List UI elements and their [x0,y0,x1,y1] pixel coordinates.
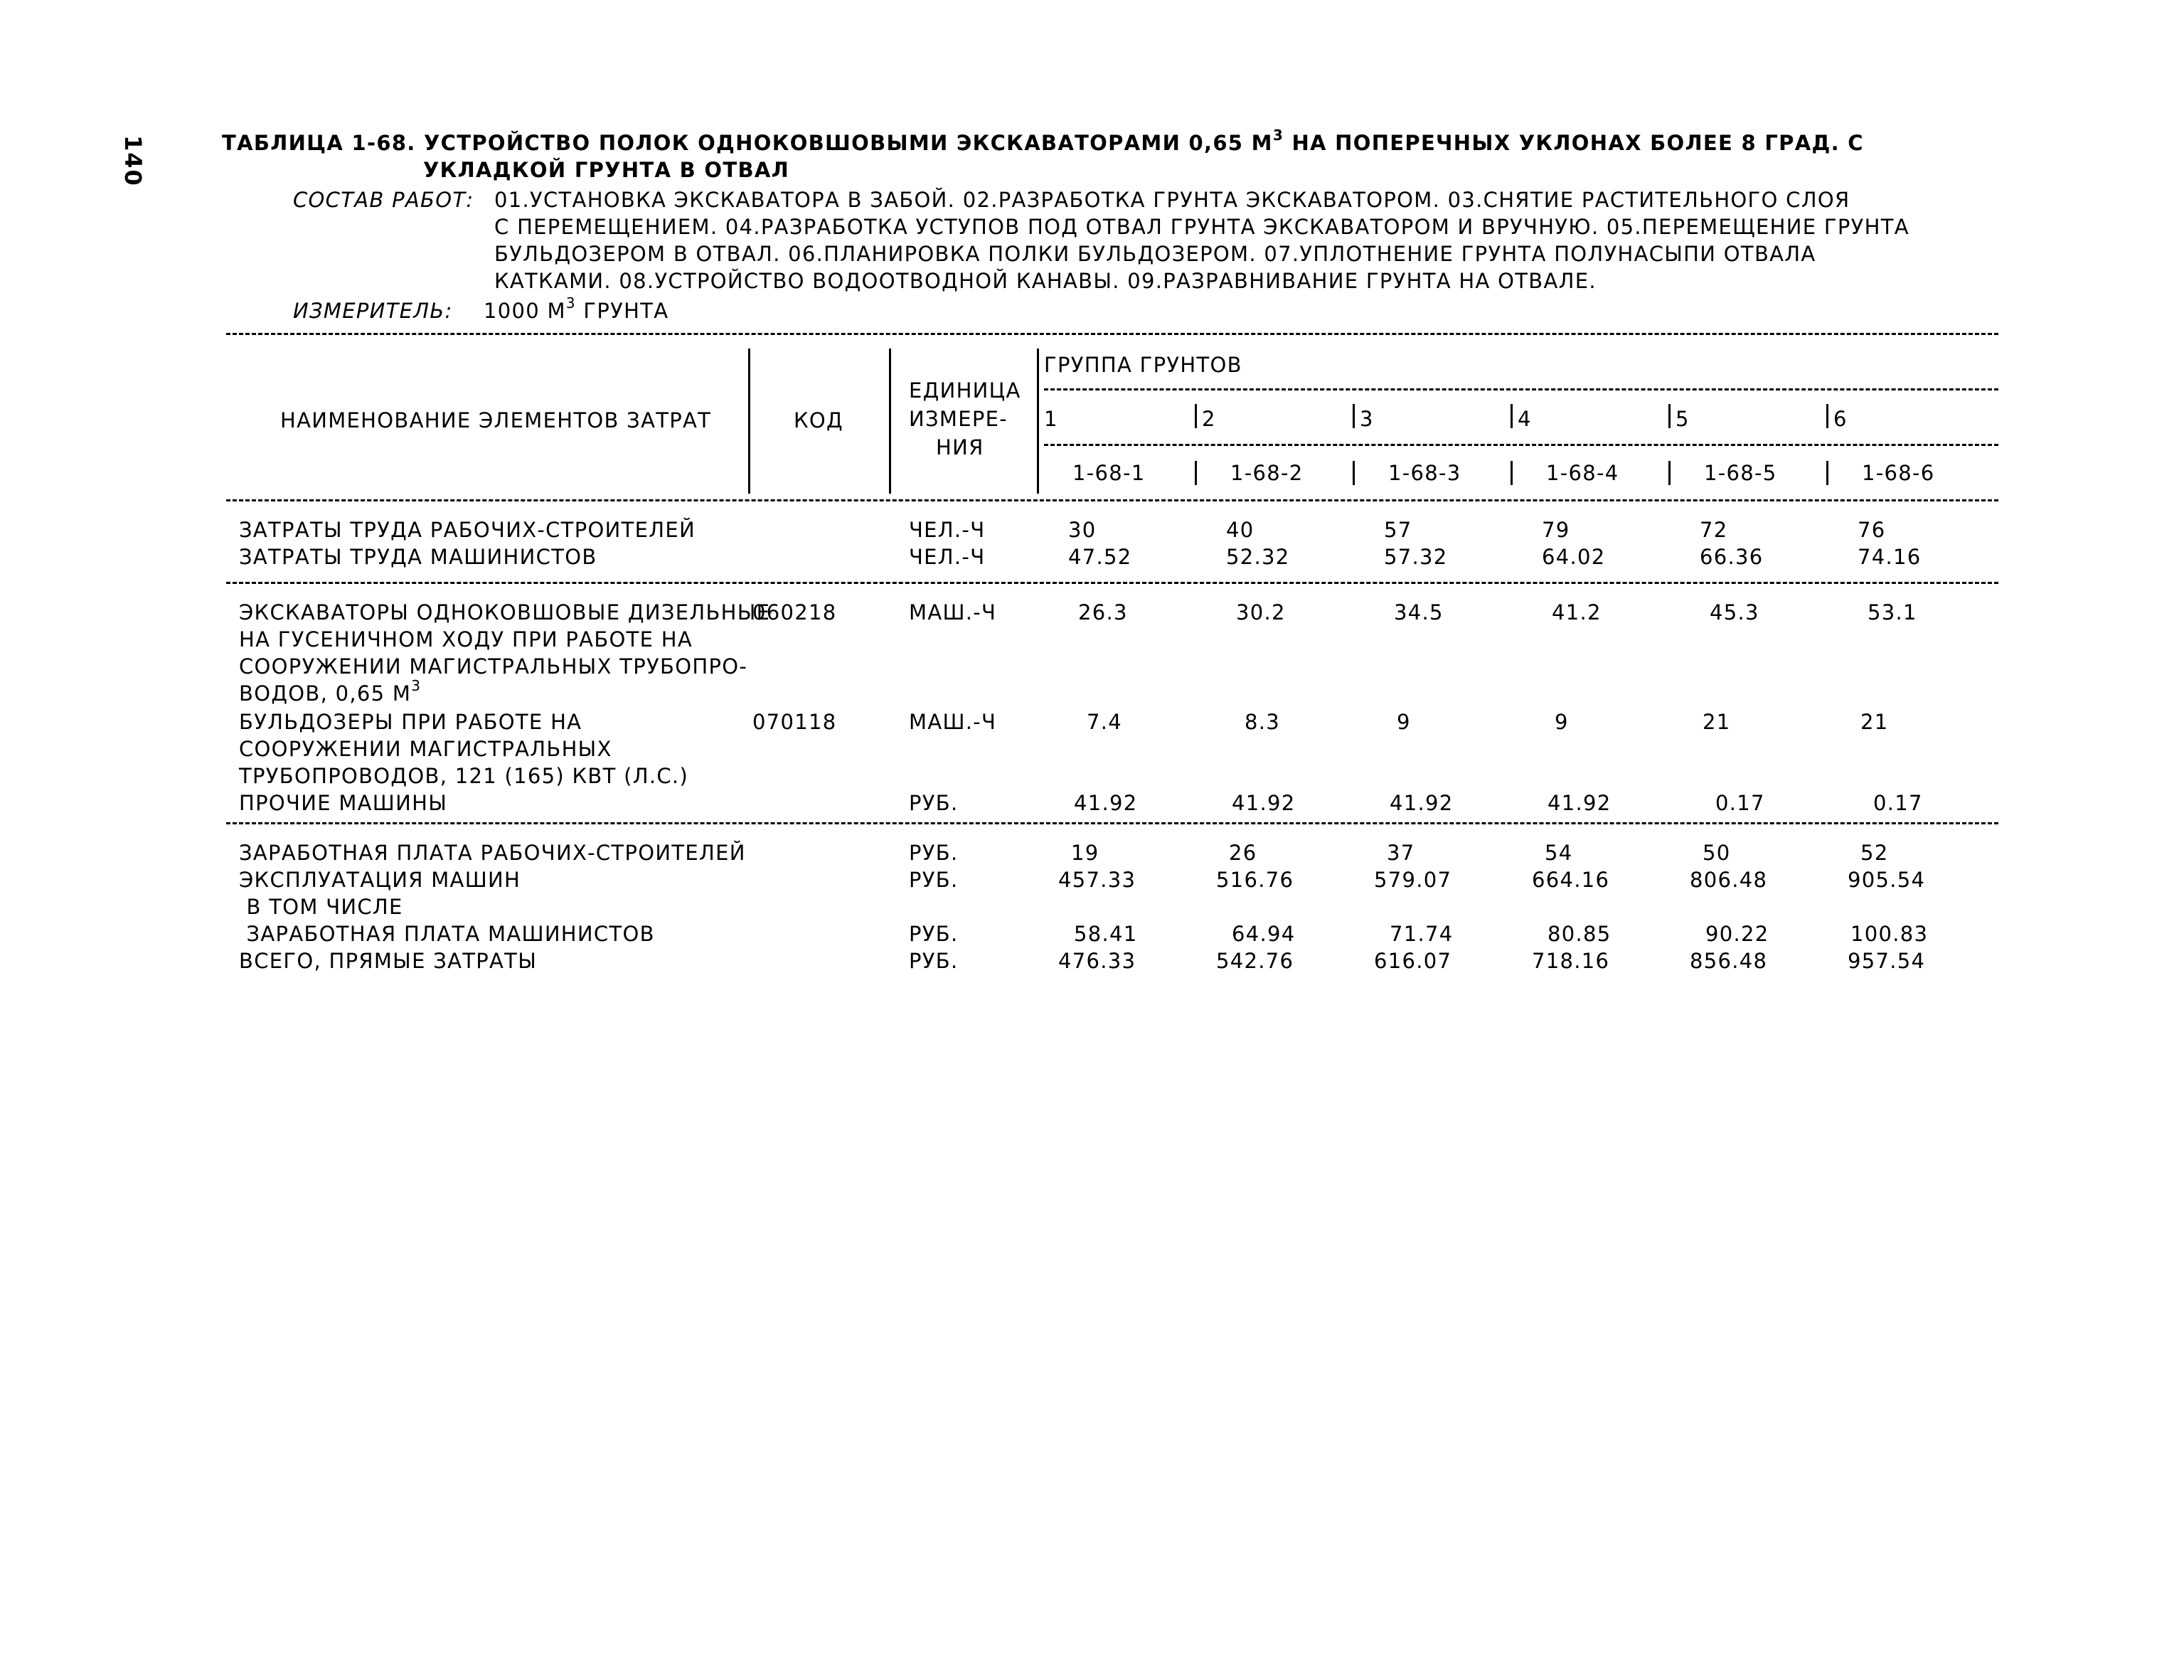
row-value: 41.2 [1552,600,1602,624]
row-name: ВОДОВ, 0,65 $М^3$ [239,677,422,706]
header-divider [1195,461,1197,485]
row-value: 54 [1545,841,1573,865]
row-name: В ТОМ ЧИСЛЕ [239,895,403,919]
row-value: 21 [1860,710,1889,734]
row-unit: ЧЕЛ.-Ч [909,545,986,569]
row-value: 806.48 [1690,868,1768,892]
row-value: 9 [1555,710,1569,734]
row-value: 26.3 [1078,600,1128,624]
header-divider [889,349,891,494]
row-value: 100.83 [1850,922,1929,946]
row-code: 070118 [752,710,837,734]
row-value: 41.92 [1232,791,1296,815]
row-value: 718.16 [1532,949,1610,973]
row-unit: РУБ. [909,949,959,973]
row-value: 616.07 [1374,949,1452,973]
row-value: 64.02 [1542,545,1606,569]
norm-code: 1-68-2 [1230,461,1304,485]
row-unit: РУБ. [909,791,959,815]
row-name: НА ГУСЕНИЧНОМ ХОДУ ПРИ РАБОТЕ НА [239,627,693,652]
row-value: 7.4 [1087,710,1123,734]
row-value: 40 [1226,518,1255,542]
group-number: 1 [1044,407,1058,431]
header-divider [1195,404,1197,428]
row-value: 457.33 [1058,868,1136,892]
row-name: СООРУЖЕНИИ МАГИСТРАЛЬНЫХ [239,737,612,761]
row-value: 957.54 [1848,949,1926,973]
header-group: ГРУППА ГРУНТОВ [1044,353,1242,377]
page-number: 140 [119,135,147,187]
row-code: 060218 [752,600,837,624]
row-value: 52.32 [1226,545,1290,569]
row-value: 516.76 [1216,868,1294,892]
header-divider [1826,461,1828,485]
row-value: 19 [1071,841,1099,865]
header-code: КОД [794,408,843,432]
row-value: 37 [1387,841,1415,865]
row-value: 0.17 [1873,791,1923,815]
rule-machines-bottom [226,822,1998,824]
row-name: ЗАТРАТЫ ТРУДА МАШИНИСТОВ [239,545,597,569]
header-unit-line: ИЗМЕРЕ- [909,407,1008,431]
row-name: ЗАРАБОТНАЯ ПЛАТА РАБОЧИХ-СТРОИТЕЛЕЙ [239,841,746,865]
row-name: ВСЕГО, ПРЯМЫЕ ЗАТРАТЫ [239,949,538,973]
row-value: 8.3 [1245,710,1281,734]
header-unit-line: ЕДИНИЦА [909,378,1021,403]
header-divider [1826,404,1828,428]
row-value: 41.92 [1074,791,1138,815]
row-value: 79 [1542,518,1570,542]
row-value: 47.52 [1068,545,1132,569]
row-name: ТРУБОПРОВОДОВ, 121 (165) КВТ (Л.С.) [239,764,689,788]
table-title-line1: ТАБЛИЦА 1-68. УСТРОЙСТВО ПОЛОК ОДНОКОВШОВЫМИ ЭКСКАВАТОРАМИ 0,65 $М^3$ НА ПОПЕРЕЧНЫХ УКЛОНАХ БОЛЕЕ 8 ГРАД. С [222,127,1864,155]
row-value: 90.22 [1705,922,1769,946]
header-divider [748,349,750,494]
row-value: 58.41 [1074,922,1138,946]
row-value: 76 [1858,518,1886,542]
row-value: 41.92 [1548,791,1612,815]
header-name: НАИМЕНОВАНИЕ ЭЛЕМЕНТОВ ЗАТРАТ [280,408,712,432]
group-number: 2 [1202,407,1216,431]
norm-code: 1-68-6 [1862,461,1935,485]
work-composition-label: СОСТАВ РАБОТ: [293,188,474,212]
group-number: 5 [1676,407,1690,431]
row-value: 80.85 [1548,922,1612,946]
row-unit: МАШ.-Ч [909,600,997,624]
table-title-line2: УКЛАДКОЙ ГРУНТА В ОТВАЛ [423,158,789,182]
row-name: ЭКСПЛУАТАЦИЯ МАШИН [239,868,521,892]
row-value: 50 [1703,841,1731,865]
header-divider [1668,461,1671,485]
header-divider [1353,404,1355,428]
row-value: 664.16 [1532,868,1610,892]
row-name: ЭКСКАВАТОРЫ ОДНОКОВШОВЫЕ ДИЗЕЛЬНЫЕ [239,600,771,624]
header-divider [1511,461,1513,485]
group-number: 3 [1360,407,1374,431]
row-name: БУЛЬДОЗЕРЫ ПРИ РАБОТЕ НА [239,710,582,734]
norm-code: 1-68-1 [1072,461,1146,485]
work-composition-line: БУЛЬДОЗЕРОМ В ОТВАЛ. 06.ПЛАНИРОВКА ПОЛКИ БУЛЬДОЗЕРОМ. 07.УПЛОТНЕНИЕ ГРУНТА ПОЛУНАСЫПИ ОТВАЛА [494,242,1816,266]
row-name: ЗАТРАТЫ ТРУДА РАБОЧИХ-СТРОИТЕЛЕЙ [239,518,696,542]
row-value: 21 [1703,710,1731,734]
row-value: 30 [1068,518,1097,542]
row-unit: РУБ. [909,868,959,892]
work-composition-line: С ПЕРЕМЕЩЕНИЕМ. 04.РАЗРАБОТКА УСТУПОВ ПОД ОТВАЛ ГРУНТА ЭКСКАВАТОРОМ И ВРУЧНУЮ. 05.ПЕРЕМЕЩЕНИЕ ГРУНТА [494,215,1909,239]
row-value: 53.1 [1868,600,1917,624]
row-value: 30.2 [1236,600,1286,624]
header-unit-line: НИЯ [936,435,984,459]
row-value: 26 [1229,841,1257,865]
row-value: 71.74 [1390,922,1454,946]
row-value: 45.3 [1710,600,1759,624]
header-divider [1511,404,1513,428]
row-value: 856.48 [1690,949,1768,973]
meter-value: 1000 $М^3$ ГРУНТА [484,294,669,323]
row-unit: РУБ. [909,841,959,865]
norm-code: 1-68-5 [1704,461,1777,485]
row-name: ПРОЧИЕ МАШИНЫ [239,791,448,815]
row-value: 905.54 [1848,868,1926,892]
rule-header-bottom [226,499,1998,501]
group-number: 4 [1518,407,1532,431]
meter-label: ИЗМЕРИТЕЛЬ: [293,299,453,323]
row-value: 34.5 [1394,600,1444,624]
row-name: СООРУЖЕНИИ МАГИСТРАЛЬНЫХ ТРУБОПРО- [239,654,748,679]
work-composition-line: КАТКАМИ. 08.УСТРОЙСТВО ВОДООТВОДНОЙ КАНАВЫ. 09.РАЗРАВНИВАНИЕ ГРУНТА НА ОТВАЛЕ. [494,269,1597,293]
norm-code: 1-68-4 [1546,461,1619,485]
row-value: 542.76 [1216,949,1294,973]
rule-top [226,333,1998,335]
row-value: 41.92 [1390,791,1454,815]
row-value: 579.07 [1374,868,1452,892]
row-value: 66.36 [1700,545,1764,569]
header-divider [1668,404,1671,428]
rule-group [1044,388,1998,390]
row-value: 57 [1384,518,1412,542]
row-unit: ЧЕЛ.-Ч [909,518,986,542]
row-value: 72 [1700,518,1728,542]
row-value: 64.94 [1232,922,1296,946]
header-divider [1037,349,1039,494]
group-number: 6 [1833,407,1848,431]
row-value: 476.33 [1058,949,1136,973]
row-value: 0.17 [1715,791,1765,815]
row-value: 74.16 [1858,545,1922,569]
row-unit: МАШ.-Ч [909,710,997,734]
work-composition-line: 01.УСТАНОВКА ЭКСКАВАТОРА В ЗАБОЙ. 02.РАЗРАБОТКА ГРУНТА ЭКСКАВАТОРОМ. 03.СНЯТИЕ РАСТИТЕЛЬНОГО СЛОЯ [494,188,1850,212]
norm-code: 1-68-3 [1388,461,1461,485]
rule-group-numbers [1044,444,1998,446]
row-unit: РУБ. [909,922,959,946]
rule-labor-bottom [226,582,1998,584]
header-divider [1353,461,1355,485]
row-value: 52 [1860,841,1889,865]
row-value: 9 [1397,710,1411,734]
row-value: 57.32 [1384,545,1448,569]
row-name: ЗАРАБОТНАЯ ПЛАТА МАШИНИСТОВ [239,922,655,946]
